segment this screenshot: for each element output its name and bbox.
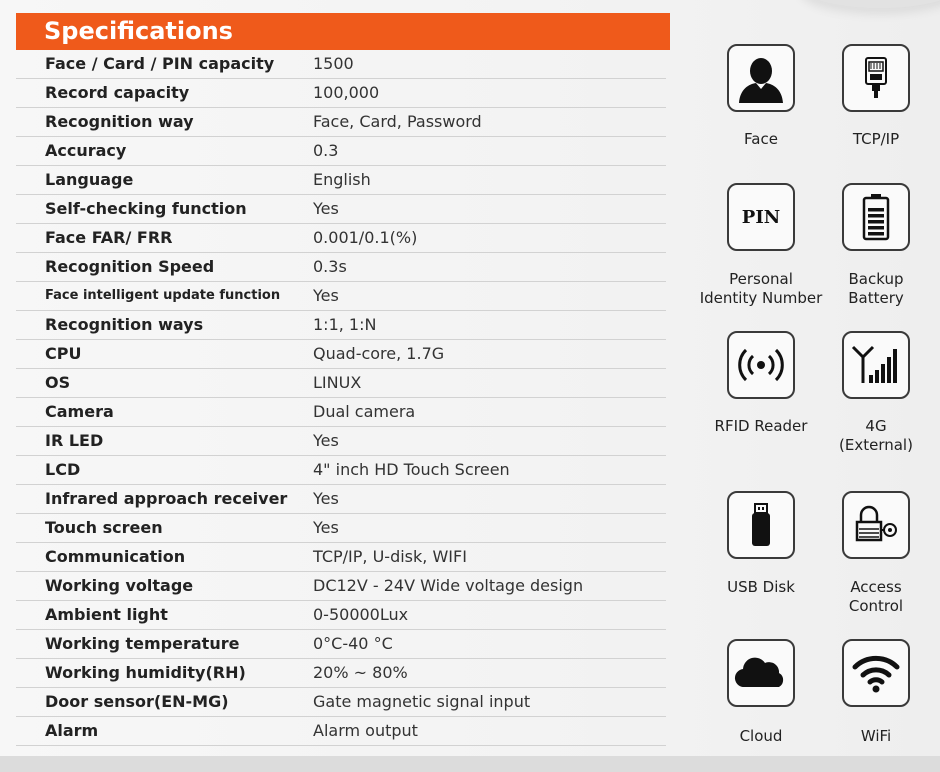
spec-label: Face FAR/ FRR <box>45 228 173 247</box>
page-title: Specifications <box>44 17 233 45</box>
spec-value: 1:1, 1:N <box>313 315 377 334</box>
spec-value: 0.001/0.1(%) <box>313 228 418 247</box>
tcp-ip-icon <box>856 55 896 101</box>
rfid-icon-box <box>727 331 795 399</box>
spec-row <box>16 108 666 137</box>
spec-label: Infrared approach receiver <box>45 489 288 508</box>
usb-disk-icon <box>749 501 773 549</box>
face-icon <box>734 51 788 105</box>
battery-icon <box>861 193 891 241</box>
spec-label: Communication <box>45 547 186 566</box>
signal-4g-icon <box>849 343 903 387</box>
cloud-icon-box <box>727 639 795 707</box>
spec-row <box>16 311 666 340</box>
battery-icon-box <box>842 183 910 251</box>
wifi-icon <box>850 651 902 695</box>
specifications-header <box>16 13 670 50</box>
spec-label: Language <box>45 170 134 189</box>
spec-label: CPU <box>45 344 82 363</box>
spec-label: Face / Card / PIN capacity <box>45 54 275 73</box>
tcp-ip-icon-box <box>842 44 910 112</box>
feature-label-access-control: Access Control <box>848 578 904 615</box>
spec-label: Touch screen <box>45 518 163 537</box>
bottom-band <box>0 756 940 772</box>
spec-label: Alarm <box>45 721 99 740</box>
spec-label: Face intelligent update function <box>45 288 281 303</box>
feature-label-usb: USB Disk <box>727 578 795 596</box>
spec-value: Yes <box>313 199 339 218</box>
spec-label: Door sensor(EN-MG) <box>45 692 229 711</box>
wifi-icon-box <box>842 639 910 707</box>
pin-icon: PIN <box>741 206 781 228</box>
spec-value: Yes <box>313 286 339 305</box>
spec-value: DC12V - 24V Wide voltage design <box>313 576 584 595</box>
spec-row <box>16 514 666 543</box>
rfid-icon <box>736 345 786 385</box>
spec-value: 0°C-40 °C <box>313 634 393 653</box>
spec-value: 20% ~ 80% <box>313 663 408 682</box>
spec-row <box>16 79 666 108</box>
spec-label: Working humidity(RH) <box>45 663 246 682</box>
feature-label-rfid: RFID Reader <box>714 417 808 435</box>
spec-row <box>16 50 666 79</box>
spec-label: OS <box>45 373 71 392</box>
spec-row <box>16 601 666 630</box>
spec-row <box>16 166 666 195</box>
spec-value: 4" inch HD Touch Screen <box>313 460 510 479</box>
spec-value: 0.3s <box>313 257 347 276</box>
spec-row <box>16 543 666 572</box>
spec-row <box>16 572 666 601</box>
spec-row <box>16 427 666 456</box>
spec-label: LCD <box>45 460 81 479</box>
spec-label: Recognition Speed <box>45 257 215 276</box>
spec-row <box>16 398 666 427</box>
access-control-icon-box <box>842 491 910 559</box>
spec-row <box>16 630 666 659</box>
spec-row <box>16 485 666 514</box>
usb-disk-icon-box <box>727 491 795 559</box>
feature-label-pin: Personal Identity Number <box>699 270 823 307</box>
feature-label-4g: 4G (External) <box>839 417 913 454</box>
spec-value: TCP/IP, U-disk, WIFI <box>313 547 467 566</box>
spec-label: Record capacity <box>45 83 190 102</box>
pin-icon-box <box>727 183 795 251</box>
spec-label: IR LED <box>45 431 104 450</box>
spec-value: 0.3 <box>313 141 339 160</box>
spec-value: Dual camera <box>313 402 416 421</box>
signal-4g-icon-box <box>842 331 910 399</box>
spec-label: Camera <box>45 402 114 421</box>
spec-row <box>16 717 666 746</box>
spec-label: Ambient light <box>45 605 168 624</box>
spec-value: 0-50000Lux <box>313 605 409 624</box>
spec-label: Working temperature <box>45 634 240 653</box>
spec-label: Recognition way <box>45 112 194 131</box>
spec-table <box>16 50 666 746</box>
spec-label: Accuracy <box>45 141 127 160</box>
feature-label-wifi: WiFi <box>860 727 892 745</box>
spec-value: LINUX <box>313 373 362 392</box>
feature-label-battery: Backup Battery <box>848 270 904 307</box>
spec-label: Recognition ways <box>45 315 204 334</box>
spec-value: 100,000 <box>313 83 380 102</box>
spec-row <box>16 456 666 485</box>
spec-row <box>16 369 666 398</box>
spec-value: Alarm output <box>313 721 418 740</box>
decorative-arc <box>800 0 940 8</box>
cloud-icon <box>733 653 789 693</box>
spec-row <box>16 224 666 253</box>
spec-value: Gate magnetic signal input <box>313 692 531 711</box>
spec-value: Yes <box>313 431 339 450</box>
spec-value: Yes <box>313 489 339 508</box>
spec-row <box>16 688 666 717</box>
spec-row <box>16 253 666 282</box>
spec-row <box>16 137 666 166</box>
spec-row <box>16 195 666 224</box>
feature-label-face: Face <box>744 130 778 148</box>
spec-value: English <box>313 170 371 189</box>
spec-row <box>16 340 666 369</box>
feature-label-cloud: Cloud <box>739 727 783 745</box>
spec-label: Self-checking function <box>45 199 247 218</box>
spec-value: Yes <box>313 518 339 537</box>
spec-value: Quad-core, 1.7G <box>313 344 445 363</box>
spec-label: Working voltage <box>45 576 194 595</box>
spec-value: Face, Card, Password <box>313 112 482 131</box>
spec-value: 1500 <box>313 54 354 73</box>
feature-label-tcp-ip: TCP/IP <box>852 130 900 148</box>
spec-row <box>16 659 666 688</box>
access-control-icon <box>849 502 903 548</box>
spec-row <box>16 282 666 311</box>
face-icon-box <box>727 44 795 112</box>
